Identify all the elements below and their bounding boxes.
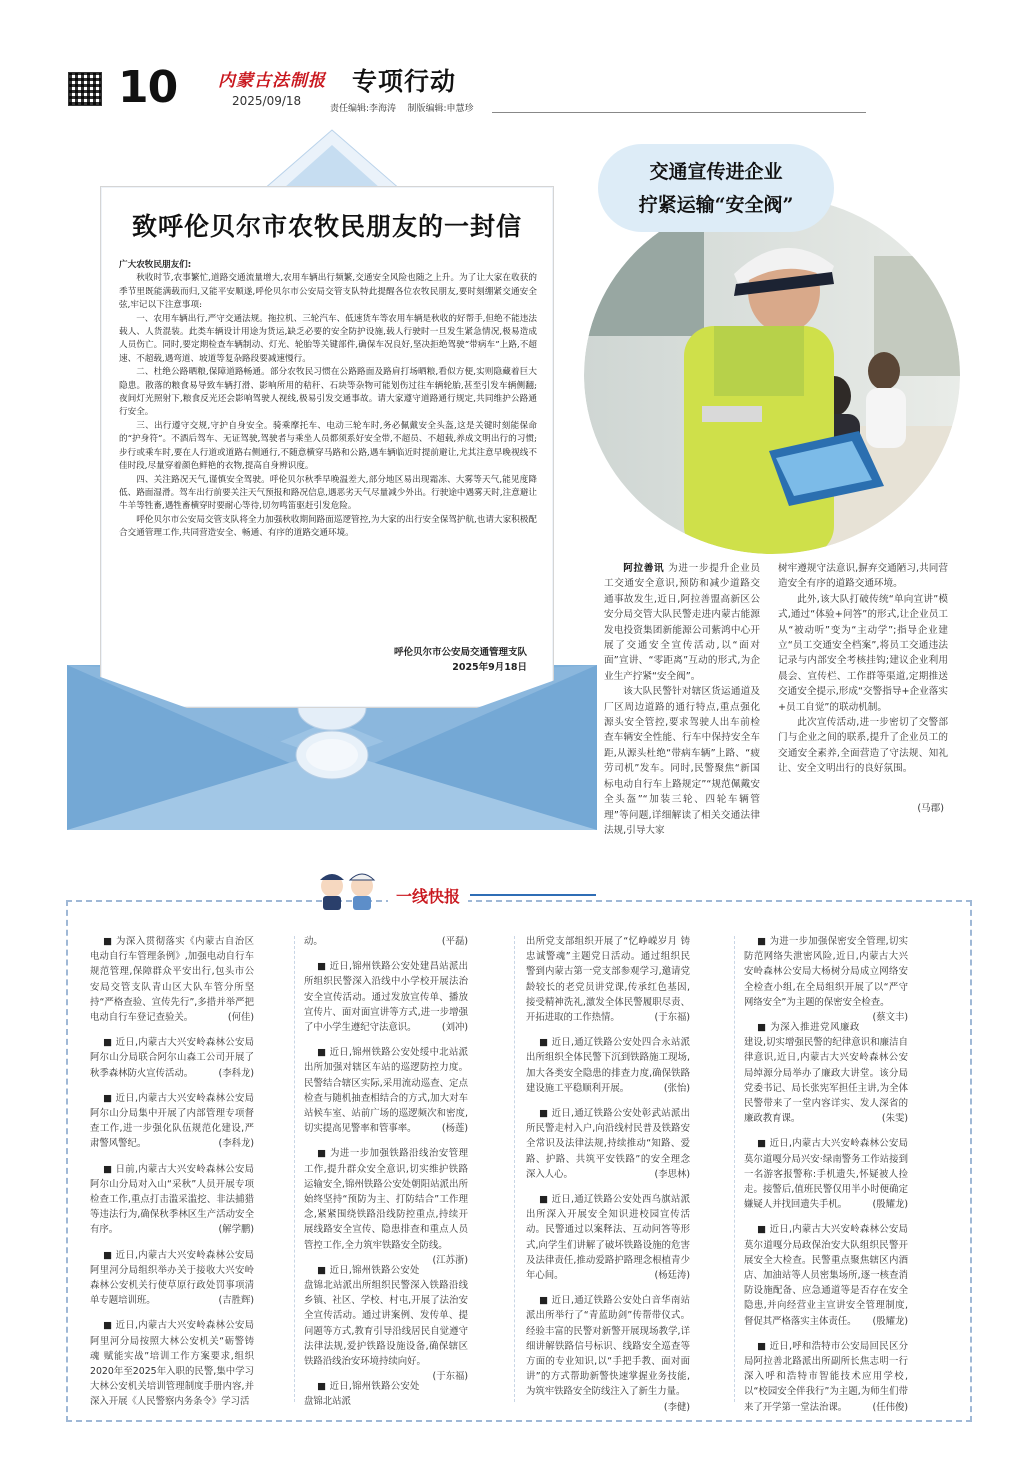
- traffic-police-photo: [584, 196, 960, 554]
- brief-item: ■ 为深入推进党风廉政建设,切实增强民警的纪律意识和廉洁自律意识,近日,内蒙古大兴安岭森林公安局绰源分局举办了廉政大讲堂。该分局党委书记、局长张宪军担任主讲,为全体民警带来了一堂内容详实、发人深省的廉政教育课。 (朱雯): [744, 1022, 908, 1125]
- responsible-editor: 责任编辑:李海涛: [330, 104, 397, 114]
- police-mascot-icon: [312, 868, 382, 912]
- briefs-column-4: [744, 934, 908, 1425]
- briefs-title: 一线快报: [388, 884, 468, 907]
- article-paragraph: 该大队民警针对辖区货运通道及厂区周边道路的通行特点,重点强化源头安全管控,要求驾驶人出车前检查车辆安全性能、行车中保持安全车距,从源头杜绝“带病车辆”上路、“疲劳司机”发车。同时,民警聚焦“新国标电动自行车上路规定”“规范佩戴安全头盔”“加装三轮、四轮车辆管理”等问题,详细解读了相关交通法律法规,引导大家: [604, 686, 760, 836]
- headline-line-2: 拧紧运输“安全阀”: [638, 194, 794, 216]
- brief-item: ■ 近日,通辽铁路公安处彰武站派出所民警走村入户,向沿线村民普及铁路安全常识及法律法规,持续推动“知路、爱路、护路、共筑平安铁路”的安全理念深入人心。 (李思林): [526, 1108, 690, 1180]
- brief-item: ■ 近日,通辽铁路公安处四合永站派出所组织全体民警下沉到铁路施工现场,加大各类安全隐患的排查力度,确保铁路建设施工平稳顺利开展。 (张怡): [526, 1037, 690, 1094]
- article-column-a: [604, 561, 760, 838]
- letter-paragraph: 四、关注路况天气,谨慎安全驾驶。呼伦贝尔秋季早晚温差大,部分地区易出现霜冻、大雾等天气,能见度降低、路面湿滑。驾车出行前要关注天气预报和路况信息,遇恶劣天气尽量减少外出。行驶途中遇雾天时,注意避让牛羊等牲畜,遇牲畜横穿时要耐心等待,切勿鸣笛驱赶引发危险。: [119, 474, 537, 512]
- briefs-title-rule: [470, 894, 596, 896]
- brief-item: ■ 近日,锦州铁路公安处绥中北站派出所加强对辖区车站的巡逻防控力度。民警结合辖区实际,采用流动巡查、定点检查与随机抽查相结合的方式,加大对车站候车室、站前广场的巡逻频次和密度,切实提高见警率和管事率。 (杨莲): [304, 1047, 468, 1135]
- header-rule: [492, 112, 866, 113]
- signature-date: 2025年9月18日: [452, 662, 527, 673]
- article-paragraph: 此外,该大队打破传统“单向宣讲”模式,通过“体验+问答”的形式,让企业员工从“被动听”变为“主动学”;指导企业建立“员工交通安全档案”,将员工交通违法记录与内部安全考核挂钩;建议企业利用晨会、宣传栏、工作群等渠道,定期推送交通安全提示,形成“交警指导+企业落实+员工自觉”的联动机制。: [778, 593, 948, 713]
- article-lead: 阿拉善讯: [623, 563, 665, 574]
- article-headline: [598, 144, 834, 232]
- brief-item: ■ 近日,内蒙古大兴安岭森林公安局莫尔道嘎分局兴安·绿南警务工作站接到一名游客报警称:手机遗失,怀疑被人捡走。接警后,值班民警仅用半小时便确定嫌疑人并找回遗失手机。 (殷耀龙): [744, 1138, 908, 1211]
- brief-item: ■ 近日,内蒙古大兴安岭森林公安局莫尔道嘎分局政保治安大队组织民警开展安全大检查。民警重点聚焦辖区内酒店、加油站等人员密集场所,逐一核查消防设施配备、应急通道等是否存在安全隐患,并向经营业主宣讲安全管理制度,督促其严格落实主体责任。 (殷耀龙): [744, 1224, 908, 1327]
- headline-line-1: 交通宣传进企业: [649, 161, 783, 183]
- brief-item: ■ 日前,内蒙古大兴安岭森林公安局阿尔山分局对入山“采秋”人员开展专项检查工作,重点打击滥采滥挖、非法捕猎等违法行为,确保秋季林区生产活动安全有序。 (解学鹏): [90, 1163, 254, 1236]
- letter-paragraph: 三、出行遵守交规,守护自身安全。骑乘摩托车、电动三轮车时,务必佩戴安全头盔,这是关键时刻能保命的“护身符”。不酒后驾车、无证驾驶,驾驶者与乘坐人员都须系好安全带,不超员、不超载,养成文明出行的习惯;步行或乘车时,要在人行道或道路右侧通行,不随意横穿马路和公路,遇车辆临近时提前避让,尤其注意早晚视线不佳时段,尽量穿着颜色鲜艳的衣物,提高自身辨识度。: [119, 420, 537, 472]
- article-paragraph: 树牢遵规守法意识,摒弃交通陋习,共同营造安全有序的道路交通环境。: [778, 563, 948, 590]
- letter-paragraph: 秋收时节,农事繁忙,道路交通流量增大,农用车辆出行频繁,交通安全风险也随之上升。为了让大家在收获的季节里既能满载而归,又能平安顺遂,呼伦贝尔市公安局交管支队特此提醒各位农牧民朋友,要时刻绷紧交通安全弦,牢记以下注意事项:: [119, 273, 537, 311]
- letter-paper: [100, 186, 554, 708]
- article-column-b: [778, 561, 948, 777]
- brief-item: ■ 近日,呼和浩特市公安局回民区分局阿拉善北路派出所副所长焦志明一行深入呼和浩特市智能技术应用学校,以“校园安全伴我行”为主题,为师生们带来了开学第一堂法治课。 (任伟俊): [744, 1340, 908, 1413]
- brief-item: ■ 为进一步加强保密安全管理,切实防范网络失泄密风险,近日,内蒙古大兴安岭森林公安局大杨树分局成立网络安全检查小组,在全局组织开展了以“严守网络安全”为主题的保密安全检查。 (蔡文丰): [744, 936, 908, 1024]
- layout-editor: 制版编辑:申慧珍: [407, 104, 474, 114]
- signature-org: 呼伦贝尔市公安局交通管理支队: [393, 647, 527, 658]
- brief-item: ■ 近日,内蒙古大兴安岭森林公安局阿尔山分局联合阿尔山森工公司开展了秋季森林防火宣传活动。 (李科龙): [90, 1037, 254, 1079]
- letter-greeting: 广大农牧民朋友们:: [119, 260, 192, 270]
- letter-paragraph: 一、农用车辆出行,严守交通法规。拖拉机、三轮汽车、低速货车等农用车辆是秋收的好帮手,但绝不能违法载人、人货混装。此类车辆设计用途为货运,缺乏必要的安全防护设施,载人行驶时一旦发生紧急情况,极易造成人员伤亡。同时,要定期检查车辆制动、灯光、轮胎等关键部件,确保车况良好,坚决拒绝驾驶“带病车”上路,不超速、不超载,遇弯道、坡道等复杂路段要减速慢行。: [119, 313, 537, 364]
- column-divider: [514, 936, 515, 1402]
- letter-paragraph: 二、杜绝公路晒粮,保障道路畅通。部分农牧民习惯在公路路面及路肩打场晒粮,看似方便,实则隐藏着巨大隐患。散落的粮食易导致车辆打滑、影响所用的秸秆、石块等杂物可能划伤过往车辆轮胎,甚至引发车辆侧翻;夜间灯光照射下,粮食反光还会影响驾驶人视线,极易引发交通事故。请大家遵守道路通行规定,共同维护公路通行安全。: [119, 367, 537, 418]
- brief-item: ■ 近日,通辽铁路公安处西乌旗站派出所深入开展安全知识进校园宣传活动。民警通过以案释法、互动问答等形式,向学生们讲解了破坏铁路设施的危害及法律责任,推动爱路护路理念根植青少年心间。 (杨廷涛): [526, 1194, 690, 1282]
- brief-item: 动。 (平磊): [304, 936, 468, 947]
- column-divider: [734, 936, 735, 1402]
- brief-item: ■ 为进一步加强铁路沿线治安管理工作,提升群众安全意识,切实维护铁路运输安全,锦州铁路公安处朝阳站派出所始终坚持“预防为主、打防结合”工作理念,紧紧围绕铁路沿线防控重点,持续开展线路安全宣传、隐患排查和重点人员管控工作,全力筑牢铁路安全防线。 (江苏浙): [304, 1148, 468, 1266]
- brief-item: 出所党支部组织开展了“忆峥嵘岁月 铸忠诚警魂”主题党日活动。通过组织民警到内蒙古第一党支部参观学习,邀请党龄较长的老党员讲党课,传承红色基因,接受精神洗礼,激发全体民警履职尽责、开拓进取的工作热情。 (于东福): [526, 936, 690, 1024]
- brief-item: ■ 近日,内蒙古大兴安岭森林公安局阿尔山分局集中开展了内部管理专项督查工作,进一步强化队伍规范化建设,严肃警风警纪。 (李科龙): [90, 1092, 254, 1150]
- column-divider: [294, 936, 295, 1402]
- briefs-column-2: [304, 934, 468, 1420]
- publication-date: 2025/09/18: [232, 94, 302, 108]
- letter-body: [119, 259, 537, 541]
- article-paragraph: 此次宣传活动,进一步密切了交警部门与企业之间的联系,提升了企业员工的交通安全素养,全面营造了守法规、知礼让、安全文明出行的良好氛围。: [778, 717, 948, 775]
- page-number: 10: [118, 62, 178, 113]
- brief-item: ■ 近日,通辽铁路公安处白音华南站派出所举行了“青蓝助剑”传帮带仪式。经验丰富的民警对新警开展现场教学,详细讲解铁路信号标识、线路安全巡查等方面的专业知识,以“手把手教、面对面讲”的方式帮助新警快速掌握业务技能,为筑牢铁路安全防线注入了新生力量。 (李健): [526, 1295, 690, 1413]
- brief-item: ■ 为深入贯彻落实《内蒙古自治区电动自行车管理条例》,加强电动自行车规范管理,保障群众平安出行,包头市公安局交管支队青山区大队车管分所坚持“严格查验、宣传先行”,多措并举严把电动自行车登记查验关。 (何佳): [90, 936, 254, 1024]
- section-title: 专项行动: [352, 67, 457, 96]
- brief-item: ■ 近日,锦州铁路公安处盘锦北站派出所组织民警深入铁路沿线乡镇、社区、学校、村屯,开展了法治安全宣传活动。通过讲案例、发传单、提问题等方式,教育引导沿线居民自觉遵守法律法规,爱护铁路设施设备,确保辖区铁路沿线治安环境持续向好。 (于东福): [304, 1264, 468, 1383]
- letter-title: 致呼伦贝尔市农牧民朋友的一封信: [131, 212, 522, 241]
- envelope-front: [67, 665, 597, 830]
- letter-paragraph: 呼伦贝尔市公安局交管支队将全力加强秋收期间路面巡逻管控,为大家的出行安全保驾护航,也请大家积极配合交通管理工作,共同营造安全、畅通、有序的道路交通环境。: [119, 514, 537, 539]
- paper-name-logo: 内蒙古法制报: [218, 71, 326, 91]
- brief-item: ■ 近日,锦州铁路公安处盘锦北站派: [304, 1381, 420, 1408]
- briefs-column-1: [90, 934, 254, 1420]
- brief-item: ■ 近日,内蒙古大兴安岭森林公安局阿里河分局组织举办关于接收大兴安岭森林公安机关行使草原行政处罚事项清单专题培训班。 (吉胜辉): [90, 1249, 254, 1307]
- article-paragraph: 阿拉善讯 为进一步提升企业员工交通安全意识,预防和减少道路交通事故发生,近日,阿拉善盟高新区公安分局交管大队民警走进内蒙古能源发电投资集团新能源公司紫鸿中心开展了交通安全宣传活动,以“面对面”宣讲、“零距离”互动的形式,为企业生产拧紧“安全阀”。: [604, 563, 760, 682]
- qr-code-icon: [68, 72, 102, 106]
- briefs-column-3: [526, 934, 690, 1415]
- brief-item: ■ 近日,内蒙古大兴安岭森林公安局阿里河分局按照大林公安机关“砺警铸魂 赋能实战”培训工作方案要求,组织2020年至2025年入职的民警,集中学习大林公安机关培训管理制度手册内容,并深入开展《人民警察内务条令》学习活: [90, 1320, 254, 1408]
- brief-item: ■ 近日,锦州铁路公安处建昌站派出所组织民警深入沿线中小学校开展法治安全宣传活动。通过发放宣传单、播放宣传片、面对面宣讲等方式,进一步增强了中小学生遵纪守法意识。 (刘冲): [304, 961, 468, 1034]
- article-byline: (马郡): [917, 803, 944, 814]
- editor-credits: [330, 101, 474, 114]
